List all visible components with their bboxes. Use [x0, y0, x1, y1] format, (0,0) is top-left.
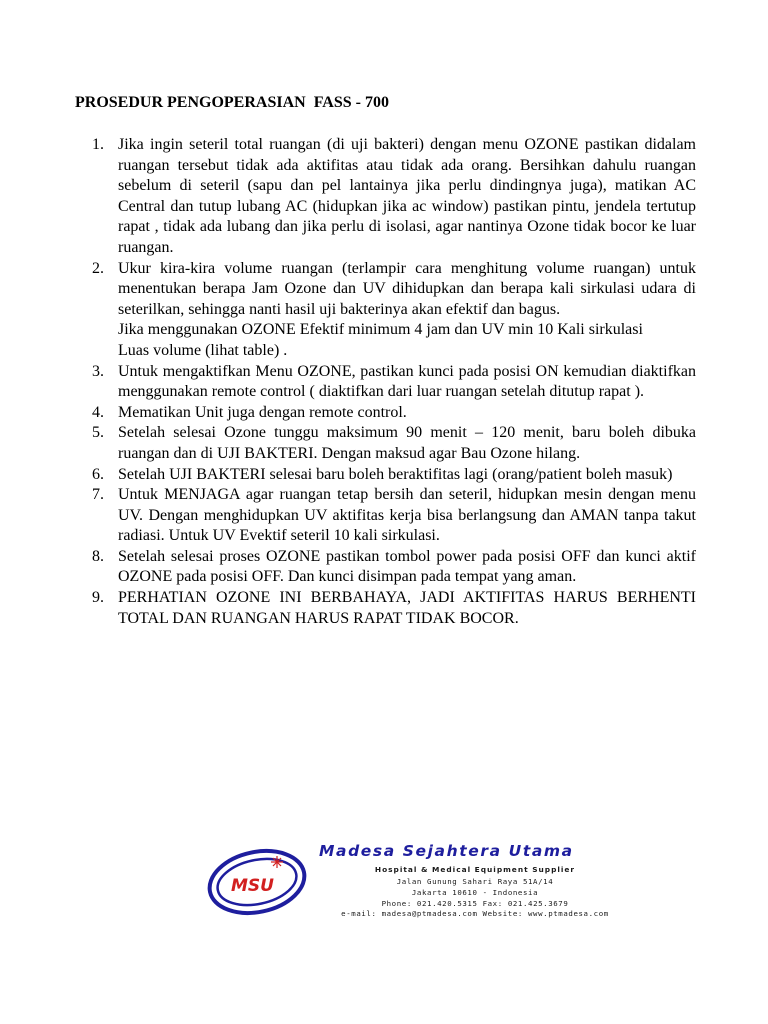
company-letterhead	[205, 832, 635, 932]
step-number: 3.	[92, 362, 104, 380]
logo-star-icon	[271, 856, 283, 868]
step-text: Setelah selesai proses OZONE pastikan tombol power pada posisi OFF dan kunci aktif OZONE pada posisi OFF. Dan kunci disimpan pada tempat yang aman.	[118, 547, 696, 586]
procedure-step-2	[92, 259, 696, 362]
company-email-website: e-mail: madesa@ptmadesa.com Website: www.ptmadesa.com	[341, 909, 609, 918]
step-text: PERHATIAN OZONE INI BERBAHAYA, JADI AKTIFITAS HARUS BERHENTI TOTAL DAN RUANGAN HARUS RAPAT TIDAK BOCOR.	[118, 589, 696, 627]
step-number: 6.	[92, 465, 104, 483]
step-text: Setelah selesai Ozone tunggu maksimum 90 menit – 120 menit, baru boleh dibuka ruangan dan di UJI BAKTERI. Dengan maksud agar Bau Ozone hilang.	[118, 424, 696, 462]
step-text: Untuk MENJAGA agar ruangan tetap bersih dan seteril, hidupkan mesin dengan menu UV. Dengan menghidupkan UV aktifitas kerja bisa berlangsung dan AMAN tanpa takut radiasi. Untuk UV Evektif seteril 10 kali sirkulasi.	[118, 486, 696, 545]
step-number: 8.	[92, 547, 104, 565]
company-name: Madesa Sejahtera Utama	[319, 842, 574, 860]
procedure-step-3	[92, 362, 696, 403]
step-number: 9.	[92, 589, 104, 607]
procedure-step-5	[92, 423, 696, 464]
step-number: 2.	[92, 259, 104, 277]
document-title: PROSEDUR PENGOPERASIAN FASS - 700	[75, 94, 389, 111]
step-number: 5.	[92, 424, 104, 442]
procedure-step-6	[92, 465, 696, 486]
step-note: Luas volume (lihat table) .	[118, 341, 288, 359]
step-text: Mematikan Unit juga dengan remote control.	[118, 403, 407, 421]
step-number: 1.	[92, 136, 104, 153]
step-text: Untuk mengaktifkan Menu OZONE, pastikan kunci pada posisi ON kemudian diaktifkan menggunakan remote control ( diaktifkan dari luar ruangan setelah ditutup rapat ).	[118, 362, 696, 401]
step-text: Jika ingin seteril total ruangan (di uji bakteri) dengan menu OZONE pastikan didalam ruangan tersebut tidak ada aktifitas atau tidak ada orang. Bersihkan dahulu ruangan sebelum di seteril (sapu dan pel lantainya jika perlu dindingnya juga), matikan AC Central dan tutup lubang AC (hidupkan jika ac window) pastikan pintu, jendela tertutup rapat , tidak ada lubang dan jika perlu di isolasi, agar nantinya Ozone tidak bocor ke luar ruangan.	[118, 136, 696, 256]
procedure-steps-list	[92, 135, 696, 629]
company-address-line1: Jalan Gunung Sahari Raya 51A/14	[396, 877, 554, 886]
step-number: 7.	[92, 486, 104, 504]
company-address-line2: Jakarta 10610 - Indonesia	[411, 888, 539, 897]
msu-logo	[205, 840, 315, 920]
procedure-step-8	[92, 547, 696, 588]
step-text: Setelah UJI BAKTERI selesai baru boleh beraktifitas lagi (orang/patient boleh masuk)	[118, 465, 673, 483]
step-number: 4.	[92, 403, 104, 421]
step-text: Ukur kira-kira volume ruangan (terlampir cara menghitung volume ruangan) untuk menentukan berapa Jam Ozone dan UV dihidupkan dan berapa kali sirkulasi udara di seterilkan, sehingga nanti hasil uji bakterinya akan efektif dan bagus.	[118, 259, 696, 318]
company-phone-fax: Phone: 021.420.5315 Fax: 021.425.3679	[381, 899, 569, 908]
procedure-step-7	[92, 485, 696, 547]
step-note: Jika menggunakan OZONE Efektif minimum 4 jam dan UV min 10 Kali sirkulasi	[118, 321, 643, 339]
company-tagline: Hospital & Medical Equipment Supplier	[374, 865, 576, 874]
procedure-step-1	[92, 135, 696, 259]
procedure-step-4	[92, 403, 696, 424]
procedure-step-9	[92, 588, 696, 629]
logo-text: MSU	[231, 876, 274, 896]
